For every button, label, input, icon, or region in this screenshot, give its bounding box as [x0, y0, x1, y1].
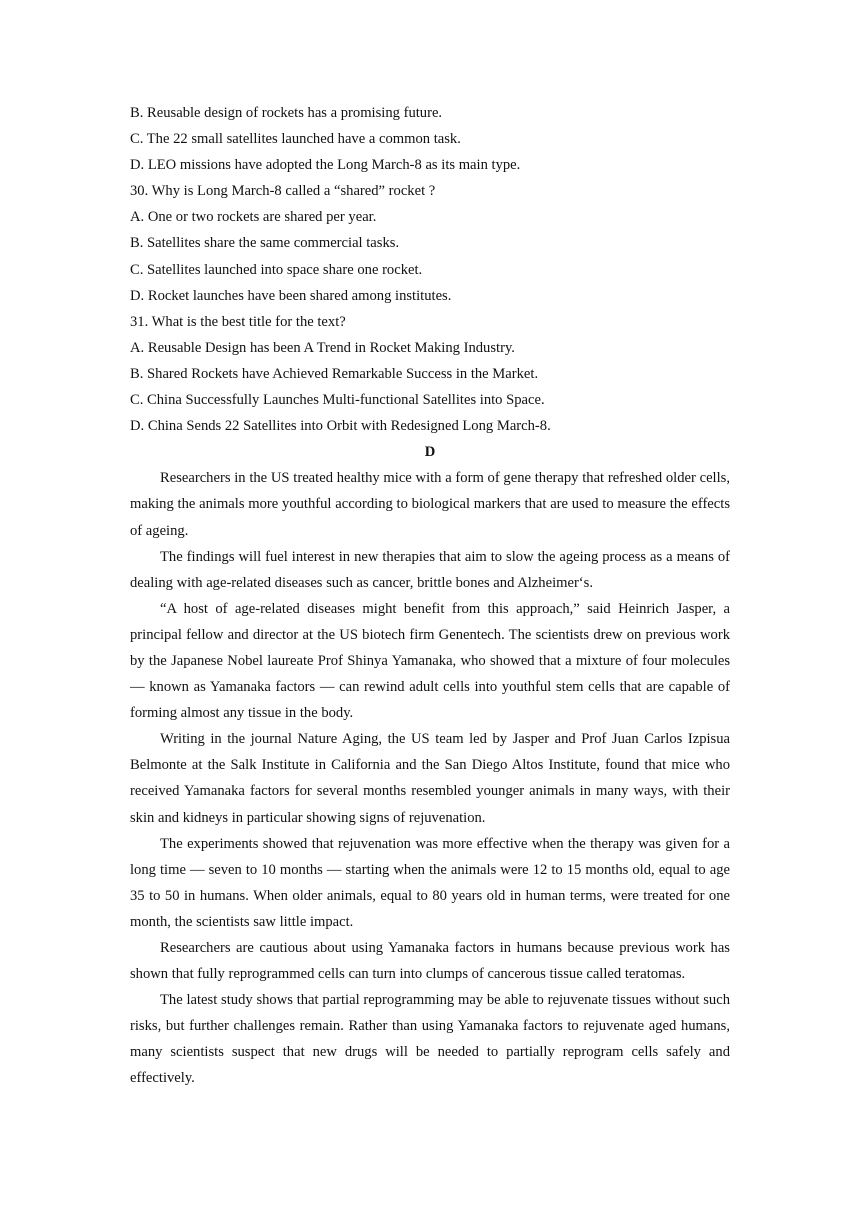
q31-option-c: C. China Successfully Launches Multi-functional Satellites into Space. [130, 392, 545, 409]
passage-section-label: D [424, 444, 436, 461]
q31-option-a: A. Reusable Design has been A Trend in Rocket Making Industry. [130, 339, 515, 356]
q31-question: 31. What is the best title for the text? [130, 313, 346, 330]
document-page [130, 100, 730, 1092]
q29-option-b: B. Reusable design of rockets has a promising future. [130, 105, 443, 121]
passage-paragraph-4: Writing in the journal Nature Aging, the US team led by Jasper and Prof Juan Carlos Izpisua Belmonte at the Salk Institute in California and the San Diego Altos Institute, found that mice who received Yamanaka factors for several months resembled younger animals in many ways, with their skin and kidneys in particular showing signs of rejuvenation. [130, 731, 730, 826]
q30-option-d: D. Rocket launches have been shared among institutes. [130, 287, 452, 304]
q29-option-c: C. The 22 small satellites launched have a common task. [130, 131, 461, 148]
passage-paragraph-2: The findings will fuel interest in new therapies that aim to slow the ageing process as a means of dealing with age-related diseases such as cancer, brittle bones and Alzheimer‘s. [130, 548, 730, 591]
q31-option-b: B. Shared Rockets have Achieved Remarkable Success in the Market. [130, 365, 539, 382]
q30-question: 30. Why is Long March-8 called a “shared” rocket ? [130, 183, 436, 200]
passage-paragraph-3: “A host of age-related diseases might benefit from this approach,” said Heinrich Jasper, a principal fellow and director at the US biotech firm Genentech. The scientists drew on previous work by the Japanese Nobel laureate Prof Shinya Yamanaka, who showed that a mixture of four molecules — known as Yamanaka factors — can rewind adult cells into youthful stem cells that are capable of forming almost any tissue in the body. [130, 600, 730, 722]
passage-paragraph-7: The latest study shows that partial reprogramming may be able to rejuvenate tissues without such risks, but further challenges remain. Rather than using Yamanaka factors to rejuvenate aged humans, many scientists suspect that new drugs will be needed to partially reprogram cells safely and effectively. [130, 992, 730, 1087]
q30-option-b: B. Satellites share the same commercial tasks. [130, 235, 400, 252]
q30-option-c: C. Satellites launched into space share one rocket. [130, 261, 423, 278]
passage-paragraph-1: Researchers in the US treated healthy mice with a form of gene therapy that refreshed older cells, making the animals more youthful according to biological markers that are used to measure the effects of ageing. [130, 470, 730, 539]
q29-option-d: D. LEO missions have adopted the Long March-8 as its main type. [130, 157, 521, 174]
passage-paragraph-6: Researchers are cautious about using Yamanaka factors in humans because previous work has shown that fully reprogrammed cells can turn into clumps of cancerous tissue called teratomas. [130, 940, 730, 983]
q31-option-d: D. China Sends 22 Satellites into Orbit with Redesigned Long March-8. [130, 418, 551, 435]
passage-paragraph-5: The experiments showed that rejuvenation was more effective when the therapy was given for a long time — seven to 10 months — starting when the animals were 12 to 15 months old, equal to age 35 to 50 in humans. When older animals, equal to 80 years old in human terms, were treated for one month, the scientists saw little impact. [130, 835, 730, 930]
q30-option-a: A. One or two rockets are shared per year. [130, 209, 377, 226]
